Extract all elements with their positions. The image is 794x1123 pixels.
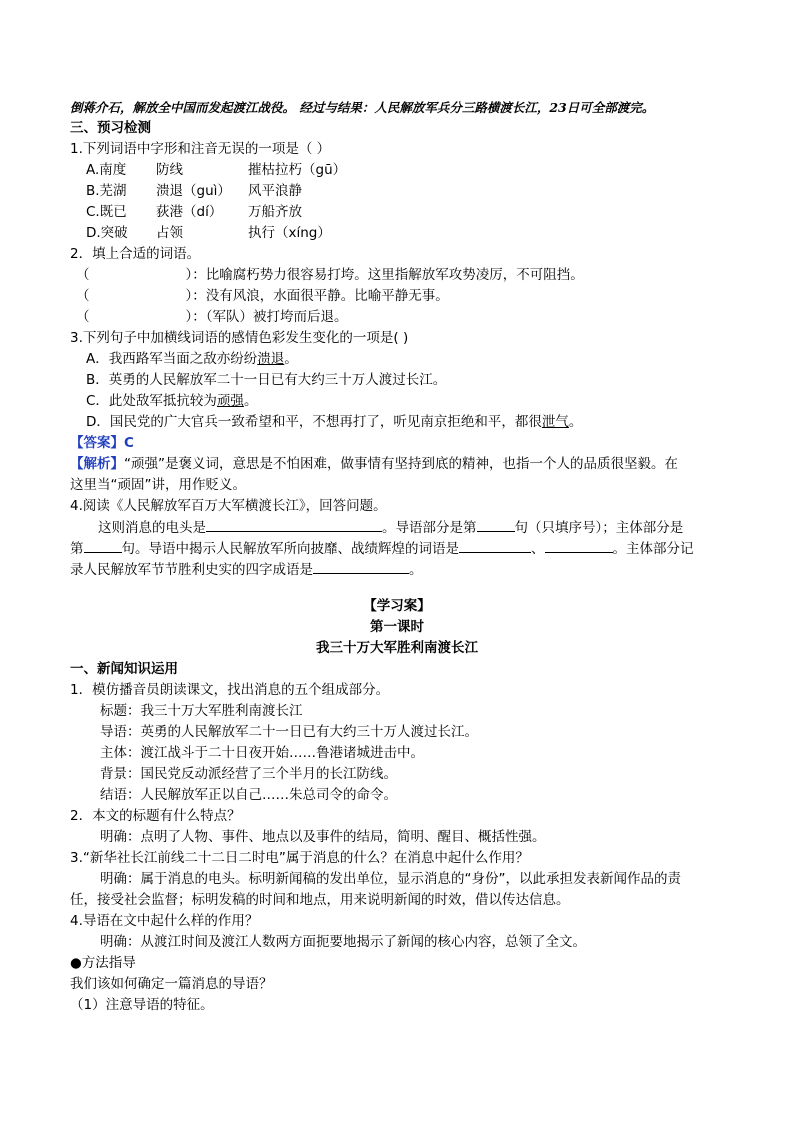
- q3-option-a: [86, 349, 298, 369]
- lesson-subtitle: 我三十万大军胜利南渡长江: [316, 640, 478, 656]
- s1-item-title: 标题：我三十万大军胜利南渡长江: [100, 703, 303, 719]
- q1-option-c-2: 荻港（dí）: [156, 204, 223, 220]
- analysis-line-1: [70, 454, 678, 474]
- q3-option-a-underlined: 溃退: [257, 351, 285, 367]
- q4-text: 。主体部分记: [612, 541, 694, 557]
- q3-option-d-end: 。: [568, 414, 583, 430]
- s4-stem: 4.导语在文中起什么样的作用？: [70, 913, 259, 929]
- q2-open-paren: （: [76, 288, 90, 304]
- q4-text: 句。导语中揭示人民解放军所向披靡、战绩辉煌的词语是: [121, 541, 459, 557]
- q1-option-a-3: 摧枯拉朽（gū）: [248, 162, 347, 178]
- q4-text: 。导语部分是第: [382, 520, 477, 536]
- q3-option-d: [86, 412, 582, 432]
- section-3-title: 三、预习检测: [70, 120, 151, 136]
- q4-text: 这则消息的电头是: [98, 520, 206, 536]
- s1-item-ending: 结语：人民解放军正以自己……朱总司令的命令。: [100, 787, 397, 803]
- q1-option-a-1: A.南度: [86, 162, 127, 178]
- lesson-title: 第一课时: [370, 619, 424, 635]
- q1-option-a-2: 防线: [156, 162, 183, 178]
- answer-line: [70, 433, 134, 453]
- q1-option-d-1: D.突破: [86, 225, 128, 241]
- q2-stem: 2．填上合适的词语。: [70, 246, 201, 262]
- q1-stem: 1.下列词语中字形和注音无误的一项是（ ）: [70, 141, 331, 157]
- answer-label: 【答案】: [70, 435, 124, 451]
- q3-option-c-underlined: 顽强: [216, 393, 244, 409]
- q3-option-b: [86, 370, 446, 390]
- analysis-line-2: 这里当“顽固”讲，用作贬义。: [70, 477, 246, 493]
- q2-open-paren: （: [76, 267, 90, 283]
- q3-option-c: [86, 391, 257, 411]
- q4-stem: 4.阅读《人民解放军百万大军横渡长江》，回答问题。: [70, 498, 387, 514]
- q2-line-1-text: ）：比喻腐朽势力很容易打垮。这里指解放军攻势凌厉，不可阻挡。: [185, 267, 584, 283]
- q4-text: 第: [70, 541, 84, 557]
- q2-line-3: [76, 307, 348, 327]
- q4-text: 。: [409, 562, 423, 578]
- q3-option-d-underlined: 泄气: [541, 414, 569, 430]
- q2-line-1: [76, 265, 584, 285]
- fill-blank[interactable]: [477, 517, 515, 532]
- q1-option-c-3: 万船齐放: [248, 204, 302, 220]
- section-1-title: 一、新闻知识运用: [70, 661, 178, 677]
- s3-answer-1: 明确：属于消息的电头。标明新闻稿的发出单位，显示消息的“身份”，以此承担发表新闻作品的责: [100, 871, 681, 887]
- q4-text: 句（只填序号）；主体部分是: [514, 520, 684, 536]
- q3-option-a-text: A．我西路军当面之敌亦纷纷: [86, 351, 258, 367]
- s1-stem: 1．模仿播音员朗读课文，找出消息的五个组成部分。: [70, 682, 390, 698]
- q1-option-b-3: 风平浪静: [248, 183, 302, 199]
- fill-blank[interactable]: [459, 538, 531, 553]
- q4-line-1: [98, 517, 683, 538]
- q2-line-2-text: ）：没有风浪，水面很平静。比喻平静无事。: [185, 288, 449, 304]
- q2-line-3-text: ）：（军队）被打垮而后退。: [185, 309, 348, 325]
- s1-item-body: 主体：渡江战斗于二十日夜开始……鲁港诸城进击中。: [100, 745, 424, 761]
- q3-option-a-end: 。: [284, 351, 298, 367]
- method-point-1: （1）注意导语的特征。: [70, 997, 214, 1013]
- s4-answer: 明确：从渡江时间及渡江人数两方面扼要地揭示了新闻的核心内容，总领了全文。: [100, 934, 586, 950]
- fill-blank[interactable]: [84, 538, 122, 553]
- s3-stem: 3.“新华社长江前线二十二日二时电”属于消息的什么？在消息中起什么作用？: [70, 850, 529, 866]
- answer-value: C: [124, 435, 134, 451]
- q1-option-c-1: C.既已: [86, 204, 127, 220]
- q3-option-b-text: B．英勇的人民解放军二十一日已有大约三十万人渡过长江。: [86, 372, 447, 388]
- analysis-label: 【解析】: [70, 456, 124, 472]
- study-title: 【学习案】: [363, 598, 431, 614]
- s3-answer-2: 任，接受社会监督；标明发稿的时间和地点，用来说明新闻的时效，借以传达信息。: [70, 892, 570, 908]
- q4-text: 录人民解放军节节胜利史实的四字成语是: [70, 562, 313, 578]
- q3-stem: 3.下列句子中加横线词语的感情色彩发生变化的一项是( ): [70, 330, 409, 346]
- s2-stem: 2．本文的标题有什么特点？: [70, 808, 241, 824]
- q4-line-3: [70, 559, 423, 580]
- fill-blank[interactable]: [313, 559, 409, 574]
- s1-item-background: 背景：国民党反动派经营了三个半月的长江防线。: [100, 766, 397, 782]
- q1-option-b-1: B.芜湖: [86, 183, 127, 199]
- q3-option-c-text: C．此处敌军抵抗较为: [86, 393, 217, 409]
- top-line: 倒蒋介石，解放全中国而发起渡江战役。 经过与结果：人民解放军兵分三路横渡长江，23日可全部渡完。: [70, 100, 655, 115]
- q4-text: 、: [531, 541, 545, 557]
- q1-option-d-2: 占领: [156, 225, 183, 241]
- method-question: 我们该如何确定一篇消息的导语？: [70, 976, 273, 992]
- q2-open-paren: （: [76, 309, 90, 325]
- q1-option-d-3: 执行（xíng）: [248, 225, 331, 241]
- s1-item-lead: 导语：英勇的人民解放军二十一日已有大约三十万人渡过长江。: [100, 724, 478, 740]
- q1-option-b-2: 溃退（guì）: [156, 183, 231, 199]
- fill-blank[interactable]: [206, 517, 382, 532]
- q2-line-2: [76, 286, 449, 306]
- q4-line-2: [70, 538, 694, 559]
- fill-blank[interactable]: [545, 538, 613, 553]
- q3-option-d-text: D．国民党的广大官兵一致希望和平，不想再打了，听见南京拒绝和平，都很: [86, 414, 542, 430]
- q3-option-c-end: 。: [243, 393, 258, 409]
- analysis-text-1: “顽强”是褒义词，意思是不怕困难，做事情有坚持到底的精神，也指一个人的品质很坚毅。在: [124, 456, 678, 472]
- method-title: ●方法指导: [70, 955, 136, 971]
- s2-answer: 明确：点明了人物、事件、地点以及事件的结局，简明、醒目、概括性强。: [100, 829, 546, 845]
